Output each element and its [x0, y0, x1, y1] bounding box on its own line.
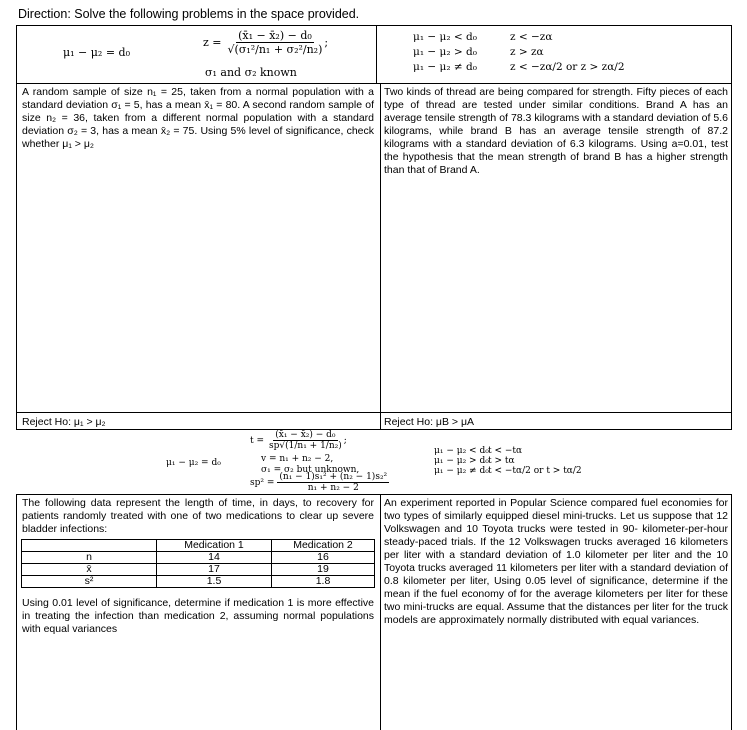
z-formula-divider [376, 25, 377, 83]
t-formula-band [140, 428, 640, 492]
t-lhs: t = [250, 435, 265, 446]
sp-lhs: sp² = [250, 477, 275, 488]
z-lhs: z = [203, 36, 222, 49]
table-cell: x̄ [22, 564, 157, 576]
t-semicolon: ; [343, 435, 347, 446]
z-formula-box [16, 25, 732, 83]
z-region-2: z > zα [510, 46, 544, 58]
t-regions [488, 446, 582, 476]
t-df: v = n₁ + n₂ − 2, [261, 454, 334, 464]
grid-top-hline [16, 412, 732, 413]
table-header-cell [22, 540, 157, 552]
problem1-text: A random sample of size n₁ = 25, taken from a normal population with a standard deviation σ₁ = 5, has a mean x̄₁ = 80. A second random sample of size n₂ = 36, taken from a different normal population with a standard deviation σ₂ = 3, has a mean x̄₂ = 75. Using 5% level of significance, check whether μ₁ > μ₂ [22, 86, 374, 150]
table-row [22, 564, 375, 576]
t-unknown: σ₁ = σ₂ but unknown, [261, 465, 360, 475]
grid-top-divider [380, 83, 381, 430]
table-cell: 1.5 [157, 576, 272, 588]
z-alternatives [413, 30, 477, 75]
problem2-reject: Reject Ho: μB > μA [384, 416, 475, 428]
z-denominator: √(σ₁²/n₁ + σ₂²/n₂) [227, 43, 323, 56]
t-region-2: t > tα [488, 456, 515, 466]
t-denominator: sp√(1/n₁ + 1/n₂) [269, 441, 342, 451]
table-cell: n [22, 552, 157, 564]
z-known: σ₁ and σ₂ known [205, 66, 297, 79]
table-cell: 14 [157, 552, 272, 564]
direction-text: Direction: Solve the following problems in the space provided. [18, 7, 360, 21]
problem2-text: Two kinds of thread are being compared for strength. Fifty pieces of each type of thread are tested under similar conditions. Brand A has an average tensile strength of 78.3 kilograms with a standard deviation of 5.6 kilograms, while brand B has an average tensile strength of 87.2 kilograms with a standard deviation of 6.3 kilograms. Using a=0.01, test the hypothesis that the mean strength of brand B has a higher strength than that of Brand A. [384, 86, 728, 176]
t-formula [250, 430, 347, 451]
z-alt-2: μ₁ − μ₂ > d₀ [413, 46, 477, 58]
t-numerator: (x̄₁ − x̄₂) − d₀ [275, 430, 336, 440]
sp-denominator: n₁ + n₂ − 2 [307, 483, 359, 493]
t-hypothesis: μ₁ − μ₂ = d₀ [166, 458, 221, 468]
table-cell: 17 [157, 564, 272, 576]
z-region-1: z < −zα [510, 31, 553, 43]
t-alt-2: μ₁ − μ₂ > d₀ [434, 456, 489, 466]
problem1-reject: Reject Ho: μ₁ > μ₂ [22, 416, 106, 428]
grid-bottom-divider [380, 494, 381, 730]
table-header-cell: Medication 1 [157, 540, 272, 552]
z-alt-1: μ₁ − μ₂ < d₀ [413, 31, 477, 43]
z-regions [510, 30, 625, 75]
t-alt-3: μ₁ − μ₂ ≠ d₀ [434, 466, 489, 476]
medication-table [21, 539, 375, 588]
table-header-cell: Medication 2 [272, 540, 375, 552]
table-cell: s² [22, 576, 157, 588]
table-header-row [22, 540, 375, 552]
table-row [22, 552, 375, 564]
t-region-1: t < −tα [488, 446, 523, 456]
table-cell: 19 [272, 564, 375, 576]
z-formula [203, 29, 328, 56]
problem3-text: The following data represent the length of time, in days, to recovery for patients randomly treated with one of two medications to clear up severe bladder infections: [22, 497, 374, 535]
z-region-3: z < −zα/2 or z > zα/2 [510, 61, 625, 73]
t-alt-1: μ₁ − μ₂ < d₀ [434, 446, 489, 456]
table-cell: 16 [272, 552, 375, 564]
table-cell: 1.8 [272, 576, 375, 588]
problem4-text: An experiment reported in Popular Science compared fuel economies for two types of similarly equipped diesel mini-trucks. Let us suppose that 12 Volkswagen and 10 Toyota trucks were tested in 90- kilometer-per-hour steady-paced trials. If the 12 Volkswagen trucks averaged 16 kilometers per liter with a standard deviation of 1.0 kilometer per liter and the 10 Toyota trucks averaged 11 kilometers per liter with a standard deviation of 0.8 kilometer per liter, Using 0.05 level of significance, determine if the mean if the fuel economy of for the average kilometers per liter for these two mini-trucks are equal. Assume that the distances per liter for the truck models are approximately normally distributed with equal variances. [384, 497, 728, 626]
z-hypothesis: μ₁ − μ₂ = d₀ [63, 46, 130, 59]
t-alternatives [434, 446, 489, 476]
z-numerator: (x̄₁ − x̄₂) − d₀ [238, 29, 312, 42]
problem3-after: Using 0.01 level of significance, determine if medication 1 is more effective in treating the infection than medication 2, assuming normal populations with equal variances [22, 597, 374, 635]
sp-numerator: (n₁ − 1)s₁² + (n₂ − 1)s₂² [279, 472, 388, 482]
z-alt-3: μ₁ − μ₂ ≠ d₀ [413, 61, 477, 73]
sp-formula [250, 472, 389, 493]
table-row [22, 576, 375, 588]
t-region-3: t < −tα/2 or t > tα/2 [488, 466, 582, 476]
z-semicolon: ; [324, 36, 329, 49]
